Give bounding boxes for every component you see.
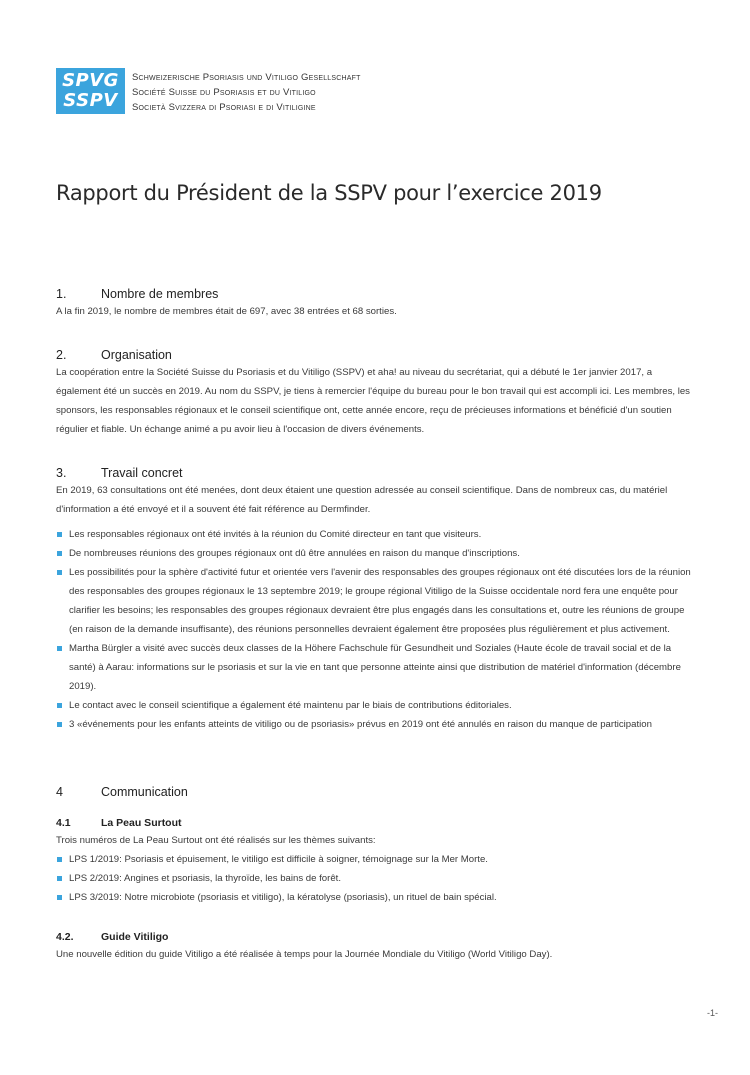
logo-name-fr: Société Suisse du Psoriasis et du Vitiligo xyxy=(132,87,316,98)
logo-name-it: Società Svizzera di Psoriasi e di Vitiligine xyxy=(132,102,316,113)
section-number: 4 xyxy=(56,785,63,799)
logo-name-de: Schweizerische Psoriasis und Vitiligo Gesellschaft xyxy=(132,72,361,83)
bullet-square-icon xyxy=(57,570,62,575)
page-number: -1- xyxy=(707,1008,718,1018)
section-heading-communication xyxy=(56,784,696,800)
section-title: Organisation xyxy=(101,348,172,362)
document-body xyxy=(56,286,696,964)
section-title: Communication xyxy=(101,785,188,799)
logo-abbr-de: SPVG xyxy=(62,70,119,91)
bullet-square-icon xyxy=(57,722,62,727)
logo-names xyxy=(132,68,361,115)
logo xyxy=(56,68,361,115)
list-item: LPS 3/2019: Notre microbiote (psoriasis et vitiligo), la kératolyse (psoriasis), un rituel de bain spécial. xyxy=(56,888,696,907)
section-number: 4.2. xyxy=(56,931,74,943)
section-title: Nombre de membres xyxy=(101,287,219,301)
section-number: 1. xyxy=(56,287,67,301)
bullet-square-icon xyxy=(57,703,62,708)
subsection-heading-peau-surtout xyxy=(56,815,696,831)
page-title: Rapport du Président de la SSPV pour l’exercice 2019 xyxy=(56,181,602,205)
section-text-peau-surtout: Trois numéros de La Peau Surtout ont été réalisés sur les thèmes suivants: xyxy=(56,835,376,846)
bullet-list-peau-surtout xyxy=(56,850,696,907)
section-heading-work xyxy=(56,465,696,481)
list-item: De nombreuses réunions des groupes régionaux ont dû être annulées en raison du manque d'inscriptions. xyxy=(56,544,696,563)
section-text-organisation: La coopération entre la Société Suisse du Psoriasis et du Vitiligo (SSPV) et aha! au niveau du secrétariat, qui a débuté le 1er janvier 2017, a également été un succès en 2019. Au nom du SSPV, je tiens à remercier l'équipe du bureau pour le bon travail qui est accompli ici. Les membres, les sponsors, les responsables régionaux et le conseil scientifique ont, cette année encore, reçu de précieuses informations et bénéficié d'un soutien régulier et fiable. Un échange animé a pu avoir lieu à l'occasion de divers événements. xyxy=(56,367,690,435)
section-title: La Peau Surtout xyxy=(101,817,182,829)
list-item: 3 «événements pour les enfants atteints de vitiligo ou de psoriasis» prévus en 2019 ont été annulés en raison du manque de participation xyxy=(56,715,696,734)
list-item: LPS 1/2019: Psoriasis et épuisement, le vitiligo est difficile à soigner, témoignage sur la Mer Morte. xyxy=(56,850,696,869)
section-number: 2. xyxy=(56,348,67,362)
bullet-list-work xyxy=(56,525,696,734)
bullet-square-icon xyxy=(57,646,62,651)
logo-abbr-fr: SSPV xyxy=(63,90,118,111)
bullet-square-icon xyxy=(57,895,62,900)
section-number: 4.1 xyxy=(56,817,71,829)
section-title: Travail concret xyxy=(101,466,183,480)
section-text-members: A la fin 2019, le nombre de membres était de 697, avec 38 entrées et 68 sorties. xyxy=(56,306,397,317)
bullet-square-icon xyxy=(57,551,62,556)
logo-badge xyxy=(56,68,125,114)
list-item: LPS 2/2019: Angines et psoriasis, la thyroïde, les bains de forêt. xyxy=(56,869,696,888)
bullet-square-icon xyxy=(57,532,62,537)
bullet-square-icon xyxy=(57,857,62,862)
section-heading-members xyxy=(56,286,696,302)
bullet-square-icon xyxy=(57,876,62,881)
section-title: Guide Vitiligo xyxy=(101,931,169,943)
section-heading-organisation xyxy=(56,347,696,363)
subsection-heading-guide-vitiligo xyxy=(56,929,696,945)
list-item: Le contact avec le conseil scientifique a également été maintenu par le biais de contributions éditoriales. xyxy=(56,696,696,715)
list-item: Les possibilités pour la sphère d'activité futur et orientée vers l'avenir des responsables des groupes régionaux ont été discutées lors de la réunion des responsables des groupes régionaux le 13 septembre 2019; le groupe régional Vitiligo de la Suisse occidentale nord fera une enquête pour clarifier les besoins; les responsables des groupes régionaux devraient être plus engagés dans les consultations et, outre les réunions de groupe (en raison de la demande insuffisante), des réunions personnelles devraient également être proposées plus régulièrement et plus activement. xyxy=(56,563,696,639)
section-text-work: En 2019, 63 consultations ont été menées, dont deux étaient une question adressée au conseil scientifique. Dans de nombreux cas, du matériel d'information a été envoyé et il a souvent été fait référence au Dermfinder. xyxy=(56,485,668,515)
section-number: 3. xyxy=(56,466,67,480)
section-text-guide-vitiligo: Une nouvelle édition du guide Vitiligo a été réalisée à temps pour la Journée Mondiale du Vitiligo (World Vitiligo Day). xyxy=(56,949,553,960)
list-item: Martha Bürgler a visité avec succès deux classes de la Höhere Fachschule für Gesundheit und Soziales (Haute école de travail social et de la santé) à Aarau: informations sur le psoriasis et sur la vie en tant que personne atteinte ainsi que distribution de matériel d'information (décembre 2019). xyxy=(56,639,696,696)
list-item: Les responsables régionaux ont été invités à la réunion du Comité directeur en tant que visiteurs. xyxy=(56,525,696,544)
